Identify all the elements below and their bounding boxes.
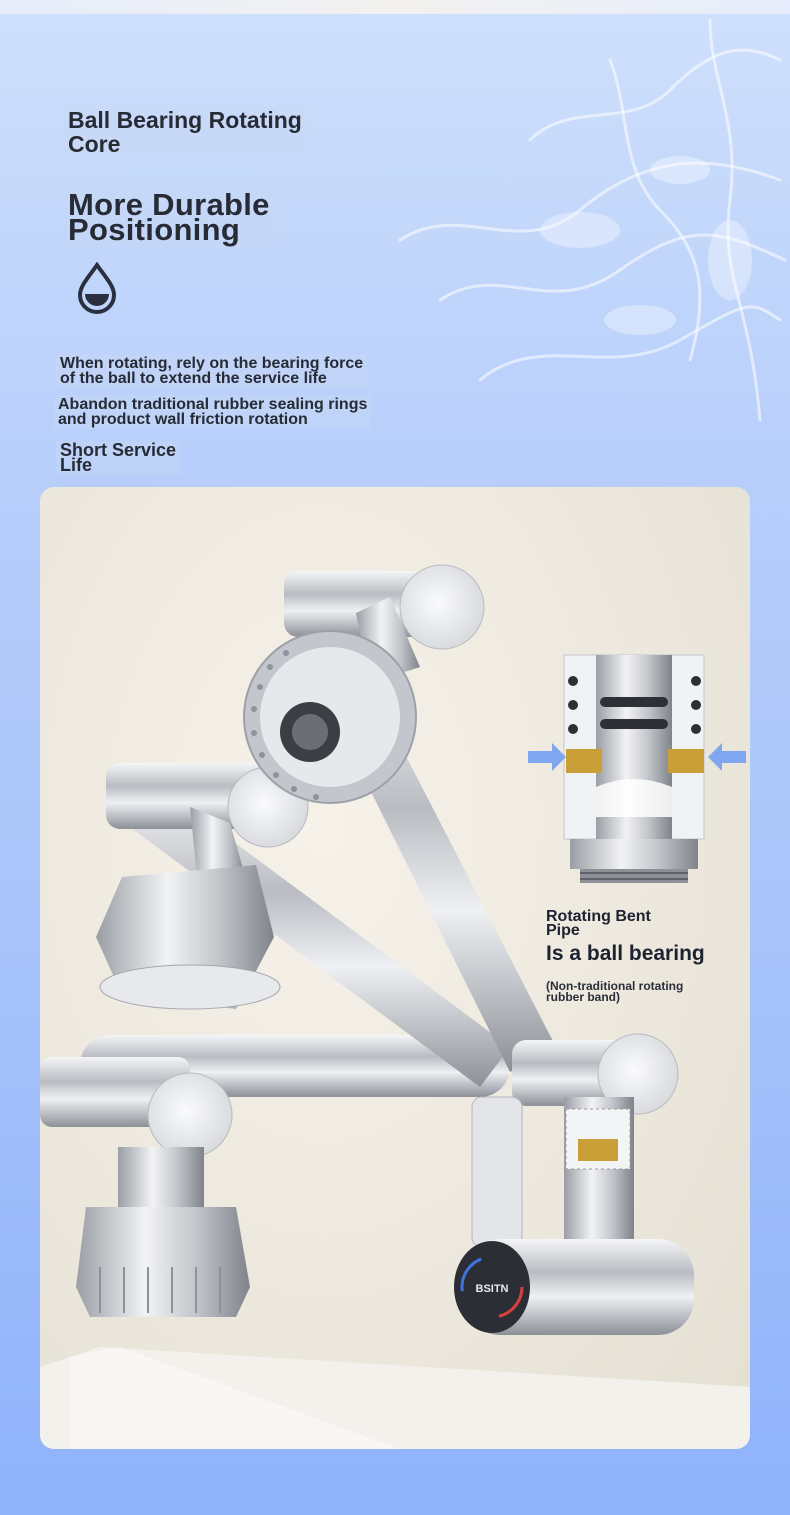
callout-emphasis: Is a ball bearing bbox=[546, 942, 705, 965]
water-drop-icon bbox=[76, 262, 118, 314]
subheadline: More Durable Positioning bbox=[64, 190, 274, 244]
bearing-cutaway bbox=[564, 655, 704, 883]
rubber-ring-text: Abandon traditional rubber sealing rings and product wall friction rotation bbox=[54, 395, 371, 429]
short-life-text: Short Service Life bbox=[56, 441, 180, 475]
bearing-benefit-text: When rotating, rely on the bearing force of the ball to extend the service life bbox=[56, 354, 367, 388]
callout-title: Rotating Bent Pipe bbox=[546, 908, 651, 939]
water-splash-graphic bbox=[380, 0, 790, 520]
product-card bbox=[40, 487, 750, 1449]
brand-logo: BSITN bbox=[475, 1283, 509, 1295]
headline: Ball Bearing Rotating Core bbox=[64, 106, 306, 158]
callout-note: (Non-traditional rotating rubber band) bbox=[546, 979, 684, 1004]
faucet-illustration bbox=[40, 487, 750, 1449]
